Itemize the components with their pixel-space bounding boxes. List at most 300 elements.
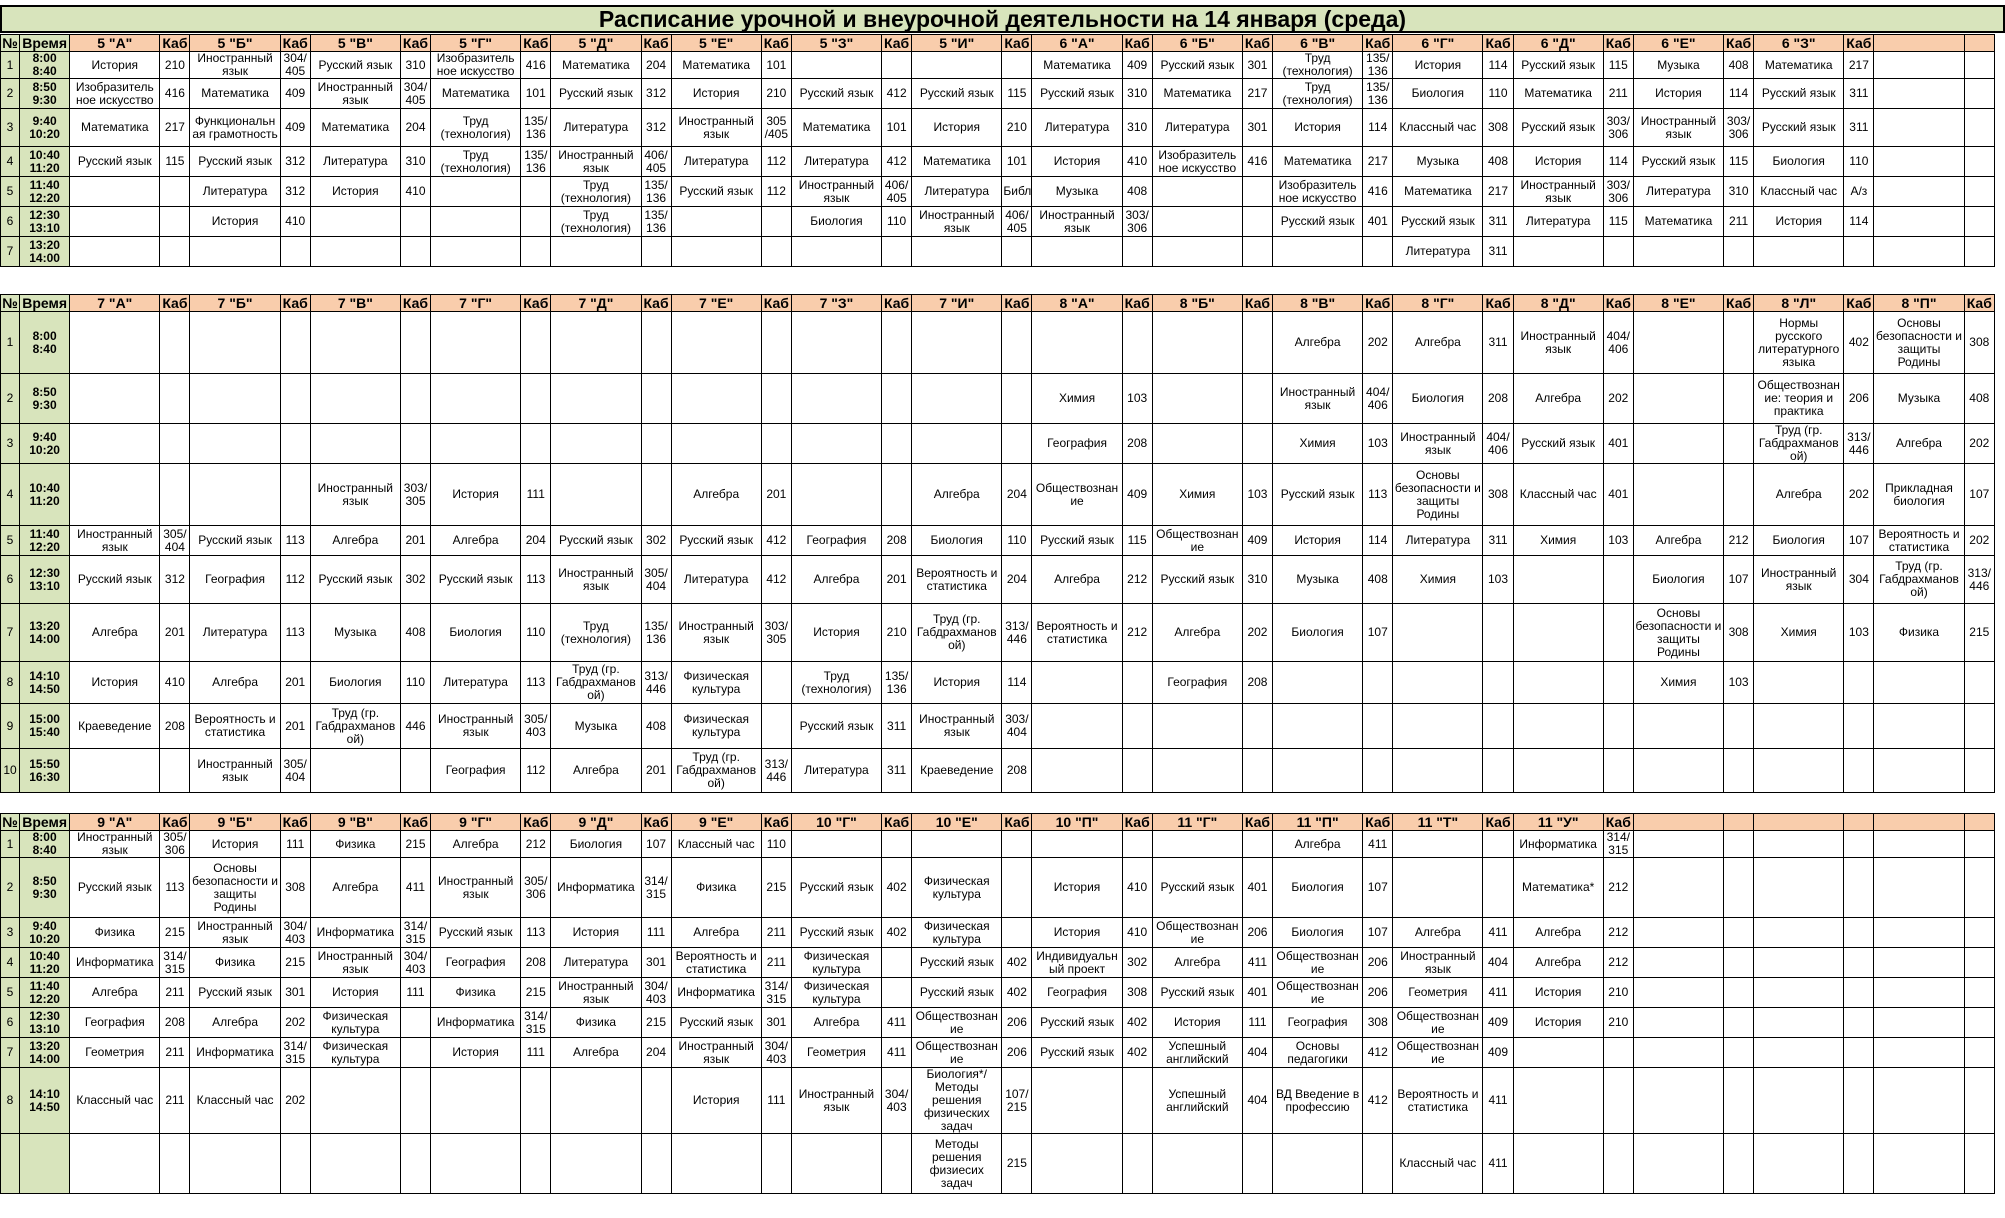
class-name-header: 8 "Д": [1513, 295, 1603, 312]
subject-cell: [1152, 704, 1242, 749]
subject-cell: [671, 374, 761, 424]
lesson-row: [1, 52, 1995, 79]
subject-cell: География: [431, 948, 521, 978]
room-cell: 210: [882, 604, 912, 662]
room-cell: 211: [160, 978, 190, 1008]
room-cell: 409: [1122, 464, 1152, 526]
room-cell: 135/ 136: [1363, 79, 1393, 109]
room-cell: 408: [641, 704, 671, 749]
room-cell: 114: [1483, 52, 1513, 79]
room-header: Каб: [1002, 814, 1032, 831]
lesson-end-time: 9:30: [32, 886, 57, 901]
subject-cell: Изобразитель ное искусство: [431, 52, 521, 79]
subject-cell: Алгебра: [1513, 374, 1603, 424]
subject-cell: Функциональн ая грамотность: [190, 109, 280, 147]
lesson-start-time: 9:40: [32, 113, 57, 128]
room-cell: 210: [1002, 109, 1032, 147]
subject-cell: Иностранный язык: [551, 978, 641, 1008]
room-cell: 201: [761, 464, 791, 526]
subject-cell: История: [1152, 1008, 1242, 1038]
subject-cell: Обществознан ие: [912, 1038, 1002, 1068]
subject-cell: Труд (гр. Габдрахманов ой): [671, 749, 761, 793]
room-cell: 113: [521, 662, 551, 704]
room-cell: [400, 1038, 430, 1068]
room-cell: [1122, 237, 1152, 267]
subject-cell: [1032, 1068, 1122, 1134]
room-cell: 411: [882, 1008, 912, 1038]
room-cell: [1603, 237, 1633, 267]
room-cell: 111: [400, 978, 430, 1008]
subject-cell: Иностранный язык: [190, 52, 280, 79]
subject-cell: Вероятность и статистика: [190, 704, 280, 749]
subject-cell: [1754, 1008, 1844, 1038]
class-name-header: 6 "В": [1272, 35, 1362, 52]
room-cell: 409: [1483, 1008, 1513, 1038]
room-cell: [1964, 918, 1994, 948]
lesson-number: 2: [1, 374, 20, 424]
room-cell: [1363, 1134, 1393, 1194]
room-cell: 206: [1363, 948, 1393, 978]
subject-cell: Литература: [551, 948, 641, 978]
subject-cell: Литература: [791, 147, 881, 177]
room-cell: 408: [1122, 177, 1152, 207]
room-cell: [521, 312, 551, 374]
room-cell: 304/ 403: [761, 1038, 791, 1068]
room-cell: 411: [1363, 831, 1393, 858]
lesson-time: [20, 1134, 70, 1194]
subject-cell: [431, 177, 521, 207]
room-cell: 211: [761, 948, 791, 978]
subject-cell: [912, 52, 1002, 79]
subject-cell: [431, 1134, 521, 1194]
room-header: Каб: [1122, 295, 1152, 312]
room-cell: 110: [761, 831, 791, 858]
subject-cell: [1754, 1068, 1844, 1134]
room-cell: 215: [761, 858, 791, 918]
room-cell: 310: [1242, 556, 1272, 604]
room-cell: [761, 424, 791, 464]
lesson-start-time: 9:40: [32, 429, 57, 444]
room-header: Каб: [1483, 814, 1513, 831]
subject-cell: [1152, 177, 1242, 207]
lesson-number: 7: [1, 604, 20, 662]
lesson-row: [1, 1038, 1995, 1068]
lesson-start-time: 14:10: [29, 1086, 60, 1101]
class-name-header: 8 "В": [1272, 295, 1362, 312]
subject-cell: Иностранный язык: [1754, 556, 1844, 604]
subject-cell: Алгебра: [1513, 948, 1603, 978]
room-cell: [1964, 1038, 1994, 1068]
room-cell: 402: [1002, 978, 1032, 1008]
room-cell: 409: [280, 79, 310, 109]
room-cell: 208: [1002, 749, 1032, 793]
subject-cell: [912, 424, 1002, 464]
subject-cell: [1633, 374, 1723, 424]
room-cell: [1122, 749, 1152, 793]
lesson-number: 5: [1, 526, 20, 556]
subject-cell: [551, 312, 641, 374]
lesson-time: [20, 79, 70, 109]
room-cell: [1242, 374, 1272, 424]
class-name-header: 10 "Г": [791, 814, 881, 831]
subject-cell: Обществознан ие: [1272, 948, 1362, 978]
lesson-end-time: 9:30: [32, 92, 57, 107]
room-header: Каб: [1122, 814, 1152, 831]
room-cell: [521, 1068, 551, 1134]
room-cell: 204: [1002, 464, 1032, 526]
subject-cell: История: [791, 604, 881, 662]
room-header: Каб: [400, 814, 430, 831]
time-header: Время: [20, 35, 70, 52]
room-cell: 217: [1363, 147, 1393, 177]
room-cell: [521, 374, 551, 424]
subject-cell: Биология*/ Методы решения физических задач: [912, 1068, 1002, 1134]
lesson-number-header: №: [2, 295, 18, 311]
subject-cell: Алгебра: [551, 1038, 641, 1068]
lesson-end-time: 9:30: [32, 397, 57, 412]
lesson-number: 6: [1, 1008, 20, 1038]
subject-cell: Информатика: [431, 1008, 521, 1038]
subject-cell: [1633, 1008, 1723, 1038]
room-cell: 204: [641, 1038, 671, 1068]
room-cell: [1002, 858, 1032, 918]
subject-cell: Основы безопасности и защиты Родины: [1633, 604, 1723, 662]
subject-cell: Труд (технология): [551, 207, 641, 237]
room-cell: [1724, 1038, 1754, 1068]
subject-cell: [310, 1068, 400, 1134]
subject-cell: [70, 374, 160, 424]
room-cell: 402: [882, 858, 912, 918]
subject-cell: Биология: [1754, 526, 1844, 556]
subject-cell: Химия: [1754, 604, 1844, 662]
room-cell: 411: [882, 1038, 912, 1068]
room-cell: [1242, 207, 1272, 237]
subject-cell: Физика: [190, 948, 280, 978]
room-cell: 110: [521, 604, 551, 662]
lesson-time: [20, 237, 70, 267]
subject-cell: Русский язык: [1152, 978, 1242, 1008]
room-header: Каб: [641, 814, 671, 831]
subject-cell: [310, 1134, 400, 1194]
room-cell: [761, 374, 791, 424]
room-cell: 401: [1242, 858, 1272, 918]
room-cell: 305/ 403: [521, 704, 551, 749]
room-cell: 202: [1844, 464, 1874, 526]
room-cell: 446: [400, 704, 430, 749]
room-cell: 114: [1363, 109, 1393, 147]
room-cell: 408: [400, 604, 430, 662]
subject-cell: [70, 424, 160, 464]
subject-cell: Труд (гр. Габдрахманов ой): [551, 662, 641, 704]
subject-cell: Иностранный язык: [1393, 424, 1483, 464]
room-cell: [1724, 978, 1754, 1008]
room-cell: 301: [280, 978, 310, 1008]
room-cell: [400, 312, 430, 374]
subject-cell: [1874, 918, 1964, 948]
lesson-row: [1, 858, 1995, 918]
subject-cell: [1513, 1038, 1603, 1068]
subject-cell: Иностранный язык: [1032, 207, 1122, 237]
subject-cell: [310, 312, 400, 374]
lesson-time: [20, 177, 70, 207]
subject-cell: Музыка: [1272, 556, 1362, 604]
room-cell: 112: [521, 749, 551, 793]
room-header: Каб: [1724, 35, 1754, 52]
room-cell: [641, 1068, 671, 1134]
class-name-header: 8 "Б": [1152, 295, 1242, 312]
lesson-end-time: 11:20: [29, 493, 60, 508]
room-cell: 110: [882, 207, 912, 237]
subject-cell: [551, 237, 641, 267]
room-cell: 107: [1844, 526, 1874, 556]
subject-cell: Труд (технология): [431, 147, 521, 177]
room-cell: 411: [1483, 1068, 1513, 1134]
subject-cell: [310, 207, 400, 237]
room-cell: 402: [1122, 1008, 1152, 1038]
room-header: Каб: [1724, 295, 1754, 312]
room-cell: 303/ 306: [1122, 207, 1152, 237]
room-cell: 305/ 306: [160, 831, 190, 858]
room-cell: 402: [1122, 1038, 1152, 1068]
subject-cell: [310, 374, 400, 424]
room-cell: 312: [280, 177, 310, 207]
lesson-end-time: 14:00: [29, 250, 60, 265]
subject-cell: Алгебра: [551, 749, 641, 793]
subject-cell: Классный час: [1754, 177, 1844, 207]
subject-cell: [912, 374, 1002, 424]
room-cell: 201: [641, 749, 671, 793]
room-header: [1964, 35, 1994, 52]
subject-cell: Русский язык: [1032, 526, 1122, 556]
room-cell: 206: [1002, 1038, 1032, 1068]
subject-cell: Физическая культура: [671, 662, 761, 704]
room-cell: 304/ 403: [641, 978, 671, 1008]
room-cell: [641, 374, 671, 424]
subject-cell: [1874, 978, 1964, 1008]
room-cell: 201: [400, 526, 430, 556]
room-cell: 206: [1242, 918, 1272, 948]
room-cell: [761, 237, 791, 267]
room-header: Каб: [882, 814, 912, 831]
room-cell: [521, 207, 551, 237]
lesson-row: [1, 207, 1995, 237]
room-cell: 206: [1363, 978, 1393, 1008]
lesson-end-time: 13:10: [29, 1021, 60, 1036]
subject-cell: История: [1513, 978, 1603, 1008]
lesson-row: [1, 109, 1995, 147]
class-name-header: 5 "Д": [551, 35, 641, 52]
subject-cell: Вероятность и статистика: [671, 948, 761, 978]
room-cell: [1242, 312, 1272, 374]
class-name-header: 11 "П": [1272, 814, 1362, 831]
lesson-end-time: 13:10: [29, 220, 60, 235]
subject-cell: Информатика: [190, 1038, 280, 1068]
room-cell: 408: [1724, 52, 1754, 79]
subject-cell: [671, 312, 761, 374]
class-name-header: 7 "Б": [190, 295, 280, 312]
room-cell: 215: [641, 1008, 671, 1038]
subject-cell: Биология: [1393, 374, 1483, 424]
room-cell: [882, 464, 912, 526]
lesson-start-time: 9:40: [32, 918, 57, 933]
room-cell: 115: [1724, 147, 1754, 177]
room-cell: [160, 207, 190, 237]
room-header: [1964, 814, 1994, 831]
lesson-start-time: 14:10: [29, 668, 60, 683]
class-name-header: 6 "З": [1754, 35, 1844, 52]
room-cell: [1363, 662, 1393, 704]
subject-cell: Иностранный язык: [1513, 177, 1603, 207]
subject-cell: История: [551, 918, 641, 948]
subject-cell: [551, 424, 641, 464]
lesson-number: 3: [1, 424, 20, 464]
class-name-header: 5 "И": [912, 35, 1002, 52]
subject-cell: География: [1032, 978, 1122, 1008]
lesson-end-time: 14:50: [29, 681, 60, 696]
room-cell: 308: [1363, 1008, 1393, 1038]
subject-cell: Литература: [1513, 207, 1603, 237]
lesson-time: [20, 662, 70, 704]
subject-cell: Изобразитель ное искусство: [70, 79, 160, 109]
class-name-header: 7 "Д": [551, 295, 641, 312]
lesson-number: 2: [1, 858, 20, 918]
room-cell: 308: [1964, 312, 1994, 374]
room-cell: 202: [280, 1008, 310, 1038]
subject-cell: Индивидуальн ый проект: [1032, 948, 1122, 978]
subject-cell: [70, 464, 160, 526]
room-cell: 411: [400, 858, 430, 918]
subject-cell: Литература: [671, 147, 761, 177]
room-cell: [521, 424, 551, 464]
room-cell: [641, 1134, 671, 1194]
lesson-time: [20, 556, 70, 604]
room-cell: [1964, 147, 1994, 177]
room-cell: 308: [1483, 109, 1513, 147]
room-cell: [641, 464, 671, 526]
subject-cell: Биология: [1272, 918, 1362, 948]
subject-cell: Математика: [1393, 177, 1483, 207]
subject-cell: Литература: [310, 147, 400, 177]
class-name-header: 5 "В": [310, 35, 400, 52]
lesson-number: 4: [1, 147, 20, 177]
room-cell: 410: [1122, 858, 1152, 918]
subject-cell: Литература: [1032, 109, 1122, 147]
room-cell: 310: [1122, 109, 1152, 147]
subject-cell: Музыка: [1874, 374, 1964, 424]
room-cell: [1002, 312, 1032, 374]
room-cell: 111: [1242, 1008, 1272, 1038]
subject-cell: Алгебра: [1633, 526, 1723, 556]
subject-cell: [791, 831, 881, 858]
subject-cell: Классный час: [70, 1068, 160, 1134]
room-cell: 215: [400, 831, 430, 858]
room-cell: [1483, 749, 1513, 793]
schedule-table: [0, 294, 1995, 793]
subject-cell: Иностранный язык: [912, 207, 1002, 237]
room-cell: 113: [280, 604, 310, 662]
subject-cell: Русский язык: [431, 918, 521, 948]
room-cell: 411: [1483, 1134, 1513, 1194]
room-cell: 103: [1242, 464, 1272, 526]
room-header: Каб: [280, 814, 310, 831]
room-cell: 202: [1964, 526, 1994, 556]
room-cell: [521, 237, 551, 267]
room-header: Каб: [1363, 814, 1393, 831]
subject-cell: Литература: [1393, 237, 1483, 267]
subject-cell: Биология: [1272, 604, 1362, 662]
subject-cell: Русский язык: [190, 147, 280, 177]
room-cell: [1242, 424, 1272, 464]
subject-cell: Русский язык: [190, 526, 280, 556]
room-cell: 406/ 405: [882, 177, 912, 207]
lesson-end-time: 13:10: [29, 578, 60, 593]
subject-cell: Алгебра: [1513, 918, 1603, 948]
lesson-time: [20, 526, 70, 556]
subject-cell: [912, 831, 1002, 858]
subject-cell: Основы безопасности и защиты Родины: [1393, 464, 1483, 526]
subject-cell: Математика: [912, 147, 1002, 177]
subject-cell: [1754, 1038, 1844, 1068]
subject-cell: Геометрия: [1393, 978, 1483, 1008]
room-cell: [160, 464, 190, 526]
room-cell: 212: [1122, 556, 1152, 604]
room-cell: [1964, 52, 1994, 79]
room-cell: [400, 237, 430, 267]
room-cell: [280, 312, 310, 374]
lesson-time: [20, 978, 70, 1008]
room-cell: [1724, 1008, 1754, 1038]
room-cell: [1483, 704, 1513, 749]
room-cell: 410: [160, 662, 190, 704]
room-cell: 210: [761, 79, 791, 109]
subject-cell: Труд (технология): [431, 109, 521, 147]
room-cell: [400, 1068, 430, 1134]
subject-cell: Алгебра: [1152, 604, 1242, 662]
lesson-start-time: 8:50: [32, 79, 57, 94]
page-title: Расписание урочной и внеурочной деятельности на 14 января (среда): [0, 5, 2005, 33]
room-cell: 411: [1483, 918, 1513, 948]
room-cell: 408: [1483, 147, 1513, 177]
subject-cell: [1393, 858, 1483, 918]
room-header: Каб: [280, 295, 310, 312]
room-cell: 202: [1603, 374, 1633, 424]
lesson-start-time: 11:40: [29, 177, 60, 192]
subject-cell: Иностранный язык: [1272, 374, 1362, 424]
room-cell: 212: [521, 831, 551, 858]
subject-cell: Литература: [791, 749, 881, 793]
subject-cell: [1272, 1134, 1362, 1194]
subject-cell: Биология: [1393, 79, 1483, 109]
subject-cell: Физическая культура: [310, 1008, 400, 1038]
room-cell: [160, 1134, 190, 1194]
subject-cell: [1032, 1134, 1122, 1194]
room-header: Каб: [641, 295, 671, 312]
lesson-start-time: 12:30: [29, 1008, 60, 1023]
subject-cell: Иностранный язык: [70, 831, 160, 858]
room-cell: 305/ 404: [641, 556, 671, 604]
subject-cell: Русский язык: [551, 526, 641, 556]
room-cell: [1603, 556, 1633, 604]
subject-cell: Информатика: [671, 978, 761, 1008]
subject-cell: [1874, 704, 1964, 749]
subject-cell: География: [190, 556, 280, 604]
subject-cell: Химия: [1513, 526, 1603, 556]
room-cell: 406/ 405: [641, 147, 671, 177]
lesson-row: [1, 662, 1995, 704]
subject-cell: Биология: [1754, 147, 1844, 177]
subject-cell: Музыка: [310, 604, 400, 662]
subject-cell: Иностранный язык: [190, 918, 280, 948]
